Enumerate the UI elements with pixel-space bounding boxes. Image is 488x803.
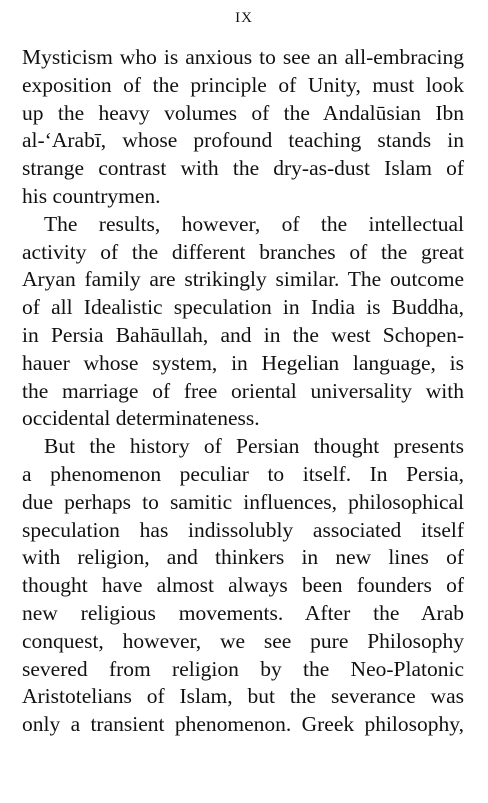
text-line: due perhaps to samitic influences, philosophical [22,489,464,514]
text-line: only a transient phenomenon. Greek philosophy, [22,712,464,737]
paragraph-2 [22,211,464,433]
text-line: activity of the different branches of the great [22,239,464,264]
text-line: conquest, however, we see pure Philosophy [22,628,464,653]
text-line: in Persia Bahāullah, and in the west Schopen- [22,322,464,347]
text-line: hauer whose system, in Hegelian language, is [22,350,464,375]
body-text [22,44,464,739]
text-line: exposition of the principle of Unity, must look [22,72,464,97]
text-line: the marriage of free oriental universality with [22,378,464,403]
text-line: thought have almost always been founders of [22,573,464,598]
text-line: new religious movements. After the Arab [22,600,464,625]
text-line: Aryan family are strikingly similar. The outcome [22,267,464,292]
text-line: a phenomenon peculiar to itself. In Persia, [22,461,464,486]
text-line: The results, however, of the intellectual [44,211,464,236]
text-line: with religion, and thinkers in new lines of [22,545,464,570]
text-line: But the history of Persian thought presents [44,434,464,459]
text-line: strange contrast with the dry-as-dust Islam of [22,156,464,181]
text-line: up the heavy volumes of the Andalūsian Ibn [22,100,464,125]
text-line: occidental determinateness. [22,406,260,431]
text-line: his countrymen. [22,183,161,208]
page-number: IX [235,10,253,26]
text-line: Mysticism who is anxious to see an all-embracing [22,45,464,69]
text-line: Aristotelians of Islam, but the severance was [22,684,464,709]
paragraph-3 [22,433,464,739]
text-line: al-ʻArabī, whose profound teaching stands in [22,128,464,153]
text-line: of all Idealistic speculation in India is Buddha, [22,295,464,320]
paragraph-1 [22,44,464,211]
text-line: severed from religion by the Neo-Platonic [22,656,464,681]
text-line: speculation has indissolubly associated itself [22,517,464,542]
